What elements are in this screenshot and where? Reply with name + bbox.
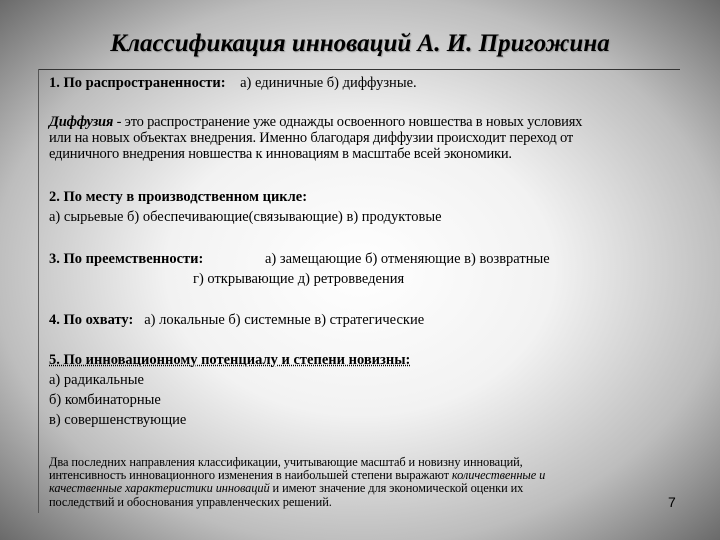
- title-divider: [38, 69, 680, 70]
- section-5-heading: 5. По инновационному потенциалу и степени новизны:: [49, 352, 411, 368]
- section-2-heading: 2. По месту в производственном цикле:: [49, 189, 308, 205]
- closing-note-emphasis-b: качественные характеристики инноваций: [49, 481, 270, 496]
- section-4-values: а) локальные б) системные в) стратегические: [144, 312, 425, 328]
- section-5-item: б) комбинаторные: [49, 392, 161, 408]
- section-3-values-line2: г) открывающие д) ретровведения: [193, 271, 405, 287]
- closing-note: [49, 456, 545, 509]
- section-1-values: а) единичные б) диффузные.: [240, 75, 417, 91]
- section-1-heading: 1. По распространенности:: [49, 75, 226, 91]
- closing-note-emphasis-a: количественные и: [451, 468, 546, 483]
- section-4: [49, 312, 424, 328]
- page-number: 7: [668, 494, 676, 510]
- left-border-line: [38, 69, 39, 513]
- section-4-heading: 4. По охвату:: [49, 312, 134, 328]
- section-2-values: а) сырьевые б) обеспечивающие(связывающие) в) продуктовые: [49, 209, 442, 225]
- section-3-heading: 3. По преемственности:: [49, 251, 204, 267]
- diffusion-text-line1: - это распространение уже однажды освоенного новшества в новых условиях: [113, 114, 583, 130]
- diffusion-text-line2: или на новых объектах внедрения. Именно благодаря диффузии происходит переход от: [49, 130, 573, 146]
- page-title: Классификация инноваций А. И. Пригожина: [110, 30, 610, 57]
- closing-note-line2-text: интенсивность инновационного изменения в наибольшей степени выражают: [49, 468, 452, 483]
- diffusion-term: Диффузия: [49, 114, 114, 130]
- closing-note-line4: последствий и обоснования управленческих решений.: [49, 494, 332, 509]
- closing-note-line3-text: и имеют значение для экономической оценки их: [269, 481, 524, 496]
- diffusion-definition: [49, 114, 582, 130]
- closing-note-line1: Два последних направления классификации, учитывающие масштаб и новизну инноваций,: [49, 455, 523, 469]
- diffusion-text-line3: единичного внедрения новшества к инновациям в масштабе всей экономики.: [49, 146, 512, 162]
- section-3-values-line1: а) замещающие б) отменяющие в) возвратные: [265, 251, 550, 267]
- section-5-item: а) радикальные: [49, 372, 144, 388]
- closing-note-line3: [49, 482, 545, 495]
- section-1: [49, 75, 417, 91]
- section-5-item: в) совершенствующие: [49, 412, 187, 428]
